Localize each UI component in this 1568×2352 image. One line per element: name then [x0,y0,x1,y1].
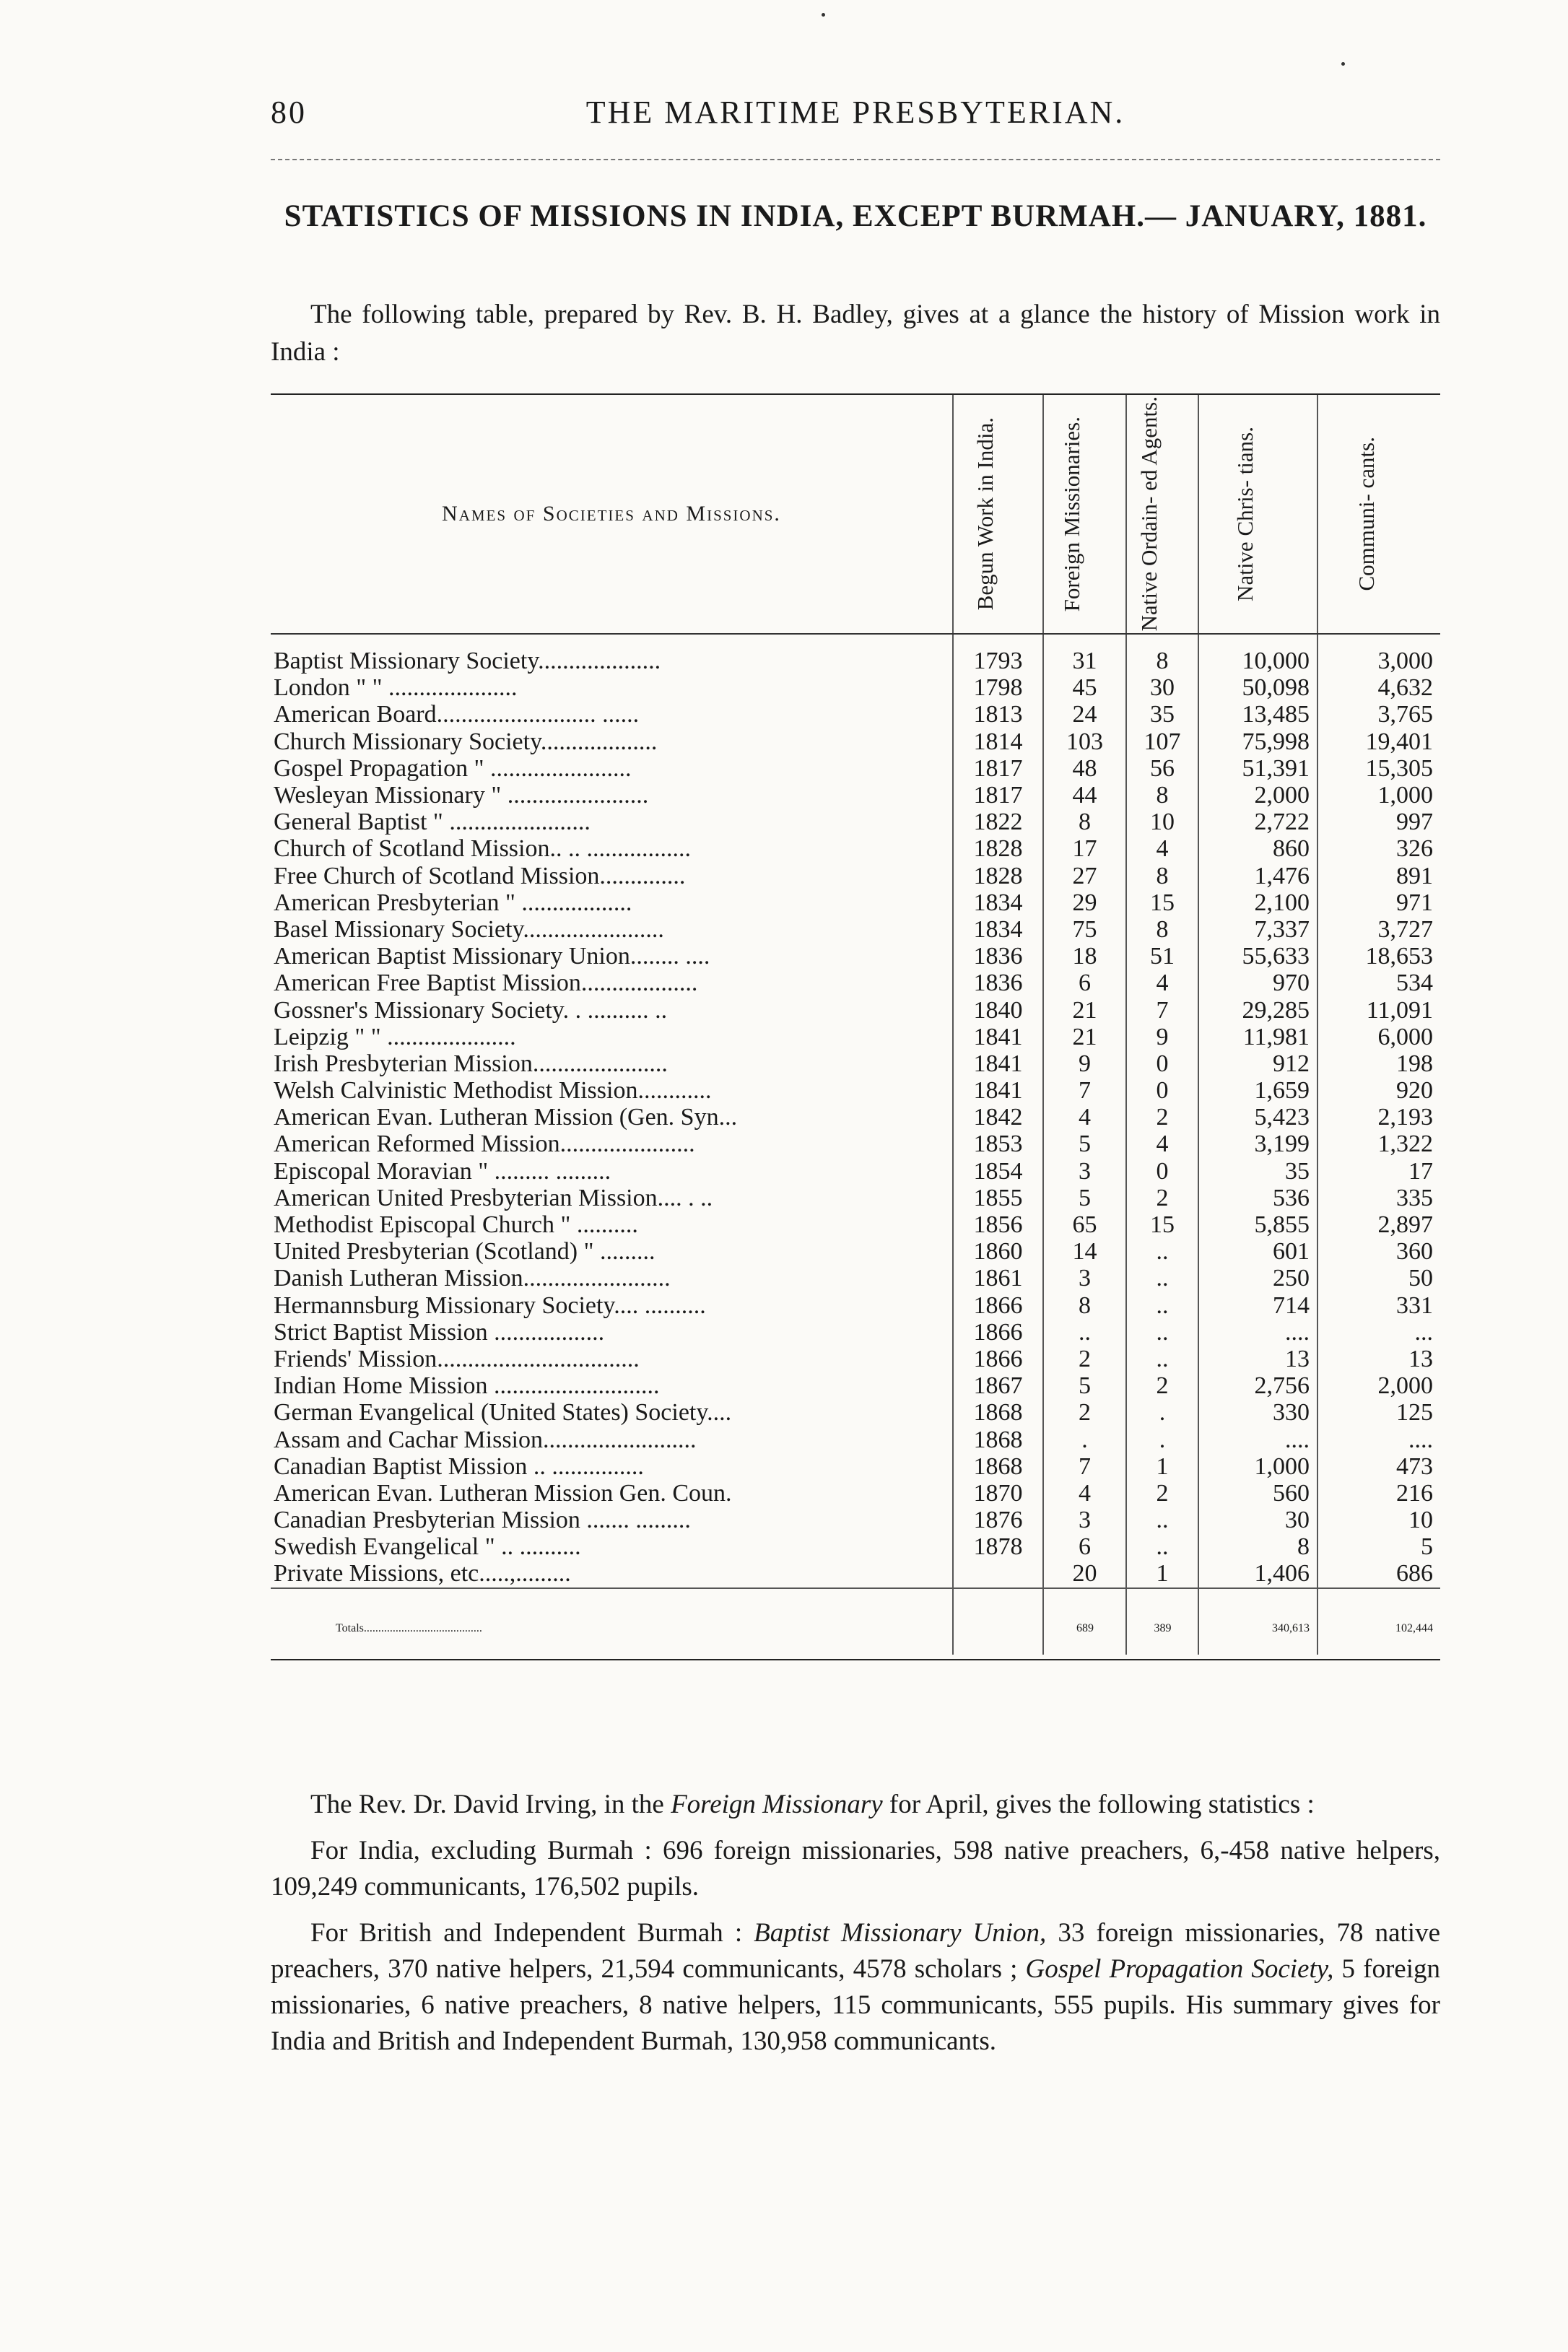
table-row [271,1024,1440,1050]
table-row [271,1292,1440,1319]
cell-communicants: 3,000 [1317,634,1440,674]
cell-society-name: London " " ..................... [274,674,518,702]
header-names: Names of Societies and Missions. [271,395,953,634]
cell-begun: 1854 [953,1158,1043,1185]
cell-communicants: 17 [1317,1158,1440,1185]
cell-communicants: 4,632 [1317,674,1440,701]
cell-communicants: 125 [1317,1399,1440,1426]
table-row [271,889,1440,916]
cell-society-name: Friends' Mission................................. [274,1345,640,1372]
cell-native-christians: 3,199 [1198,1131,1317,1157]
cell-native-christians: 2,756 [1198,1372,1317,1399]
cell-foreign-missionaries: 6 [1043,1533,1126,1560]
cell-society-name: Strict Baptist Mission .................. [274,1318,605,1346]
cell-communicants: 19,401 [1317,728,1440,755]
table-row [271,1560,1440,1587]
cell-native-christians: 5,855 [1198,1211,1317,1238]
cell-begun: 1868 [953,1453,1043,1480]
cell-native-agents: 15 [1126,1211,1198,1238]
cell-begun: 1866 [953,1319,1043,1346]
table-row [271,1211,1440,1238]
table-row [271,863,1440,889]
cell-begun: 1793 [953,634,1043,674]
cell-society-name: Church Missionary Society................... [274,728,658,755]
cell-native-christians: 2,000 [1198,782,1317,809]
note-p1-text-a: The Rev. Dr. David Irving, in the [310,1790,671,1819]
cell-native-agents: . [1126,1399,1198,1426]
cell-communicants: 11,091 [1317,996,1440,1023]
table-row [271,1399,1440,1426]
cell-communicants: 5 [1317,1533,1440,1560]
header-rule [271,159,1440,160]
cell-begun: 1840 [953,996,1043,1023]
cell-foreign-missionaries: 4 [1043,1104,1126,1131]
table-row [271,1346,1440,1372]
cell-native-christians: 55,633 [1198,943,1317,970]
cell-native-christians: 8 [1198,1533,1317,1560]
cell-communicants: 971 [1317,889,1440,916]
header-foreign-text: Foreign Missionaries. [1058,416,1084,612]
statistics-table-wrap [271,393,1440,1660]
cell-native-agents: .. [1126,1507,1198,1533]
table-row [271,1372,1440,1399]
totals-foreign: 689 [1043,1588,1126,1655]
cell-communicants: 198 [1317,1050,1440,1077]
cell-foreign-missionaries: 24 [1043,701,1126,728]
cell-begun: 1817 [953,755,1043,782]
cell-native-christians: 714 [1198,1292,1317,1319]
cell-begun: 1868 [953,1399,1043,1426]
cell-foreign-missionaries: 8 [1043,809,1126,835]
cell-communicants: 3,765 [1317,701,1440,728]
cell-communicants: 2,000 [1317,1372,1440,1399]
cell-foreign-missionaries: 29 [1043,889,1126,916]
note-paragraph-burmah [271,1915,1440,2060]
cell-communicants: 13 [1317,1346,1440,1372]
cell-society-name: Assam and Cachar Mission......................... [274,1426,697,1453]
cell-begun: 1853 [953,1131,1043,1157]
cell-society-name: Canadian Presbyterian Mission ....... ......... [274,1507,691,1534]
cell-foreign-missionaries: 6 [1043,970,1126,996]
cell-native-christians: 560 [1198,1480,1317,1507]
cell-communicants: 331 [1317,1292,1440,1319]
cell-native-agents: 107 [1126,728,1198,755]
cell-native-agents: .. [1126,1265,1198,1292]
cell-native-agents: . [1126,1426,1198,1452]
table-row [271,1533,1440,1560]
cell-society-name: American Board.......................... ...... [274,701,640,728]
cell-society-name: German Evangelical (United States) Society.... [274,1399,732,1427]
cell-society-name: Swedish Evangelical " .. .......... [274,1533,581,1561]
cell-begun: 1842 [953,1104,1043,1131]
cell-communicants: 686 [1317,1560,1440,1587]
cell-native-agents: 30 [1126,674,1198,701]
cell-native-agents: 15 [1126,889,1198,916]
cell-begun: 1814 [953,728,1043,755]
cell-communicants: 18,653 [1317,943,1440,970]
header-native-christians [1198,395,1317,634]
cell-society-name: Church of Scotland Mission.. .. ................. [274,835,691,863]
totals-native-agents: 389 [1126,1588,1198,1655]
cell-native-agents: 4 [1126,1131,1198,1157]
header-native-agents-text: Native Ordain- ed Agents. [1136,396,1162,632]
cell-foreign-missionaries: 7 [1043,1077,1126,1104]
totals-row [271,1588,1440,1655]
cell-communicants: 15,305 [1317,755,1440,782]
totals-label: Totals......................................... [271,1588,953,1655]
cell-begun: 1870 [953,1480,1043,1507]
cell-begun: 1866 [953,1292,1043,1319]
cell-native-christians: 13 [1198,1346,1317,1372]
note-p3-text-a: For British and Independent Burmah : [310,1918,754,1948]
cell-foreign-missionaries: 7 [1043,1453,1126,1480]
cell-native-agents: 0 [1126,1050,1198,1077]
cell-foreign-missionaries: 5 [1043,1131,1126,1157]
cell-foreign-missionaries: 3 [1043,1507,1126,1533]
note-p3-text-b: 33 foreign missionaries, 78 native preachers, 370 native helpers, 21,594 communicants, 4578 scholars ; [271,1918,1440,1984]
ink-speck [1341,62,1345,66]
header-communicants-text: Communi- cants. [1353,437,1379,591]
cell-begun: 1868 [953,1426,1043,1452]
note-paragraph-india: For India, excluding Burmah : 696 foreign missionaries, 598 native preachers, 6,-458 native helpers, 109,249 communicants, 176,502 pupils. [271,1836,1440,1902]
cell-communicants: 534 [1317,970,1440,996]
cell-begun: 1828 [953,863,1043,889]
header-begun-text: Begun Work in India. [972,417,998,611]
cell-native-agents: 8 [1126,916,1198,943]
table-row [271,674,1440,701]
cell-foreign-missionaries: 9 [1043,1050,1126,1077]
cell-foreign-missionaries: 8 [1043,1292,1126,1319]
cell-communicants: 997 [1317,809,1440,835]
cell-communicants: 360 [1317,1238,1440,1265]
cell-communicants: 326 [1317,835,1440,862]
note-p3-society-2: Gospel Propagation Society, [1025,1954,1334,1984]
cell-native-agents: 2 [1126,1104,1198,1131]
cell-society-name: Free Church of Scotland Mission.............. [274,862,686,889]
cell-communicants: 216 [1317,1480,1440,1507]
table-row [271,1480,1440,1507]
cell-native-christians: 5,423 [1198,1104,1317,1131]
cell-native-agents: 56 [1126,755,1198,782]
cell-native-agents: 8 [1126,634,1198,674]
table-row [271,1131,1440,1157]
note-p3-text-c: 5 foreign missionaries, 6 native preachers, 8 native helpers, 115 communicants, 555 pupils. His summary gives for India and British and Independent Burmah, 130,958 communicants. [271,1954,1440,2056]
cell-communicants: 50 [1317,1265,1440,1292]
cell-native-christians: 1,000 [1198,1453,1317,1480]
cell-society-name: American Free Baptist Mission................... [274,970,698,997]
cell-native-agents: .. [1126,1319,1198,1346]
cell-communicants: 10 [1317,1507,1440,1533]
cell-society-name: American Reformed Mission...................... [274,1131,695,1158]
table-row [271,1238,1440,1265]
cell-foreign-missionaries: 65 [1043,1211,1126,1238]
statistics-table [271,395,1440,1655]
table-header-row [271,395,1440,634]
cell-foreign-missionaries: 17 [1043,835,1126,862]
cell-begun: 1855 [953,1185,1043,1211]
cell-native-agents: 1 [1126,1560,1198,1587]
article-heading: STATISTICS OF MISSIONS IN INDIA, EXCEPT BURMAH.— JANUARY, 1881. [284,199,1427,233]
cell-native-christians: 1,659 [1198,1077,1317,1104]
cell-society-name: American Presbyterian " .................. [274,889,632,916]
cell-native-christians: 2,100 [1198,889,1317,916]
cell-begun: 1861 [953,1265,1043,1292]
cell-foreign-missionaries: 75 [1043,916,1126,943]
cell-society-name: American Baptist Missionary Union........ .... [274,943,710,970]
cell-native-agents: 10 [1126,809,1198,835]
cell-native-christians: 536 [1198,1185,1317,1211]
cell-society-name: Canadian Baptist Mission .. ............... [274,1452,644,1480]
table-row [271,1265,1440,1292]
totals-communicants: 102,444 [1317,1588,1440,1655]
cell-foreign-missionaries: 3 [1043,1158,1126,1185]
cell-native-christians: 30 [1198,1507,1317,1533]
table-row [271,1319,1440,1346]
cell-begun: 1841 [953,1024,1043,1050]
cell-foreign-missionaries: . [1043,1426,1126,1452]
notes-section [271,1787,1440,2070]
table-body [271,634,1440,1588]
cell-society-name: Welsh Calvinistic Methodist Mission............ [274,1077,712,1105]
cell-native-christians: 860 [1198,835,1317,862]
table-row [271,1050,1440,1077]
cell-native-agents: 4 [1126,835,1198,862]
table-bottom-rule [271,1659,1440,1660]
cell-native-agents: 2 [1126,1480,1198,1507]
cell-begun: 1817 [953,782,1043,809]
cell-society-name: Indian Home Mission ........................... [274,1372,660,1400]
cell-society-name: American Evan. Lutheran Mission Gen. Coun. [274,1479,732,1507]
cell-society-name: United Presbyterian (Scotland) " ......... [274,1238,655,1266]
cell-native-agents: .. [1126,1533,1198,1560]
totals-begun [953,1588,1043,1655]
cell-communicants: 2,897 [1317,1211,1440,1238]
cell-native-christians: 601 [1198,1238,1317,1265]
table-row [271,1507,1440,1533]
cell-begun: 1836 [953,943,1043,970]
cell-native-christians: 13,485 [1198,701,1317,728]
cell-native-agents: 35 [1126,701,1198,728]
table-row [271,1426,1440,1452]
table-row [271,634,1440,674]
cell-society-name: Baptist Missionary Society.................... [274,648,661,675]
running-title: THE MARITIME PRESBYTERIAN. [585,95,1125,130]
cell-begun: 1834 [953,889,1043,916]
table-row [271,782,1440,809]
cell-foreign-missionaries: 5 [1043,1185,1126,1211]
cell-foreign-missionaries: 48 [1043,755,1126,782]
cell-native-christians: 250 [1198,1265,1317,1292]
ink-speck [822,13,825,17]
cell-begun: 1836 [953,970,1043,996]
cell-begun: 1834 [953,916,1043,943]
table-row [271,701,1440,728]
header-native-christians-text: Native Chris- tians. [1232,427,1258,601]
cell-native-agents: 9 [1126,1024,1198,1050]
table-row [271,1104,1440,1131]
cell-native-christians: .... [1198,1426,1317,1452]
cell-native-christians: .... [1198,1319,1317,1346]
cell-society-name: American Evan. Lutheran Mission (Gen. Syn... [274,1104,738,1131]
cell-native-christians: 51,391 [1198,755,1317,782]
cell-foreign-missionaries: 2 [1043,1346,1126,1372]
page-number: 80 [271,95,307,130]
header-foreign [1043,395,1126,634]
cell-native-christians: 29,285 [1198,996,1317,1023]
cell-native-christians: 970 [1198,970,1317,996]
cell-begun: 1876 [953,1507,1043,1533]
table-row [271,755,1440,782]
cell-native-agents: 51 [1126,943,1198,970]
cell-foreign-missionaries: 21 [1043,1024,1126,1050]
cell-communicants: 891 [1317,863,1440,889]
cell-native-agents: .. [1126,1292,1198,1319]
cell-foreign-missionaries: 21 [1043,996,1126,1023]
cell-foreign-missionaries: 5 [1043,1372,1126,1399]
cell-communicants: 473 [1317,1453,1440,1480]
cell-society-name: Methodist Episcopal Church " .......... [274,1211,638,1239]
header-native-agents [1126,395,1198,634]
cell-native-christians: 50,098 [1198,674,1317,701]
cell-begun: 1822 [953,809,1043,835]
table-row [271,1077,1440,1104]
cell-society-name: American United Presbyterian Mission.... . .. [274,1184,713,1211]
cell-foreign-missionaries: 44 [1043,782,1126,809]
cell-native-christians: 2,722 [1198,809,1317,835]
cell-native-agents: 1 [1126,1453,1198,1480]
cell-communicants: 6,000 [1317,1024,1440,1050]
cell-native-christians: 912 [1198,1050,1317,1077]
cell-communicants: 1,322 [1317,1131,1440,1157]
cell-society-name: Wesleyan Missionary " ....................... [274,782,649,809]
cell-native-agents: 8 [1126,782,1198,809]
cell-begun: 1856 [953,1211,1043,1238]
cell-society-name: Irish Presbyterian Mission...................... [274,1050,668,1077]
header-begun [953,395,1043,634]
cell-foreign-missionaries: 20 [1043,1560,1126,1587]
cell-native-christians: 75,998 [1198,728,1317,755]
cell-native-christians: 1,406 [1198,1560,1317,1587]
cell-native-christians: 330 [1198,1399,1317,1426]
cell-begun: 1878 [953,1533,1043,1560]
cell-begun: 1841 [953,1077,1043,1104]
cell-communicants: 2,193 [1317,1104,1440,1131]
cell-native-christians: 10,000 [1198,634,1317,674]
running-head [271,94,1440,131]
cell-society-name: Basel Missionary Society....................... [274,915,664,943]
totals-native-christians: 340,613 [1198,1588,1317,1655]
cell-society-name: Hermannsburg Missionary Society.... .......... [274,1292,706,1319]
cell-native-agents: 0 [1126,1077,1198,1104]
cell-native-agents: .. [1126,1238,1198,1265]
cell-native-agents: 4 [1126,970,1198,996]
cell-foreign-missionaries: 31 [1043,634,1126,674]
table-row [271,996,1440,1023]
cell-communicants: 1,000 [1317,782,1440,809]
note-paragraph-irving [271,1787,1440,1823]
cell-communicants: ... [1317,1319,1440,1346]
table-row [271,809,1440,835]
cell-begun: 1813 [953,701,1043,728]
cell-foreign-missionaries: .. [1043,1319,1126,1346]
table-row [271,970,1440,996]
cell-society-name: Leipzig " " ..................... [274,1023,516,1050]
cell-foreign-missionaries: 14 [1043,1238,1126,1265]
cell-native-christians: 1,476 [1198,863,1317,889]
cell-foreign-missionaries: 3 [1043,1265,1126,1292]
cell-communicants: 335 [1317,1185,1440,1211]
cell-society-name: Gospel Propagation " ....................... [274,754,632,782]
cell-society-name: Episcopal Moravian " ......... ......... [274,1157,611,1185]
cell-begun [953,1560,1043,1587]
table-row [271,943,1440,970]
cell-native-christians: 35 [1198,1158,1317,1185]
table-row [271,916,1440,943]
cell-society-name: Gossner's Missionary Society. . .......... .. [274,996,668,1024]
note-p1-text-b: for April, gives the following statistics : [882,1790,1315,1819]
cell-begun: 1860 [953,1238,1043,1265]
cell-native-agents: 7 [1126,996,1198,1023]
cell-foreign-missionaries: 45 [1043,674,1126,701]
intro-paragraph: The following table, prepared by Rev. B. H. Badley, gives at a glance the history of Mission work in India : [271,300,1440,367]
cell-native-agents: 0 [1126,1158,1198,1185]
cell-foreign-missionaries: 18 [1043,943,1126,970]
cell-begun: 1828 [953,835,1043,862]
cell-communicants: 3,727 [1317,916,1440,943]
cell-native-agents: 8 [1126,863,1198,889]
cell-communicants: 920 [1317,1077,1440,1104]
cell-foreign-missionaries: 103 [1043,728,1126,755]
cell-begun: 1867 [953,1372,1043,1399]
note-p1-periodical: Foreign Missionary [671,1790,883,1819]
cell-native-agents: 2 [1126,1185,1198,1211]
table-row [271,1185,1440,1211]
cell-native-agents: .. [1126,1346,1198,1372]
header-communicants [1317,395,1440,634]
table-row [271,728,1440,755]
note-p3-society-1: Baptist Missionary Union, [754,1918,1047,1948]
cell-society-name: Private Missions, etc.....,......... [274,1560,571,1587]
cell-communicants: .... [1317,1426,1440,1452]
table-row [271,1453,1440,1480]
table-row [271,835,1440,862]
cell-begun: 1798 [953,674,1043,701]
cell-society-name: Danish Lutheran Mission........................ [274,1265,671,1292]
table-row [271,1158,1440,1185]
cell-native-agents: 2 [1126,1372,1198,1399]
cell-foreign-missionaries: 27 [1043,863,1126,889]
cell-foreign-missionaries: 2 [1043,1399,1126,1426]
cell-foreign-missionaries: 4 [1043,1480,1126,1507]
cell-native-christians: 11,981 [1198,1024,1317,1050]
cell-begun: 1841 [953,1050,1043,1077]
cell-society-name: General Baptist " ....................... [274,809,591,836]
cell-native-christians: 7,337 [1198,916,1317,943]
cell-begun: 1866 [953,1346,1043,1372]
